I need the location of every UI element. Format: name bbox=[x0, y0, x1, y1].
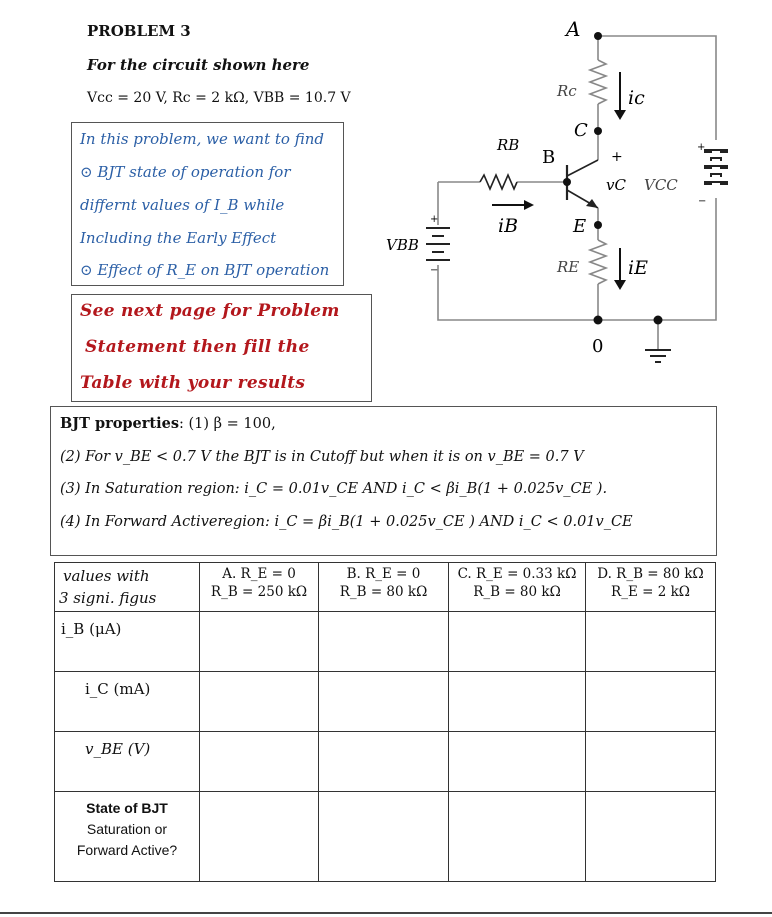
column-header-a bbox=[200, 563, 319, 612]
column-header-line: R_B = 250 kΩ bbox=[210, 584, 308, 600]
column-header-d bbox=[586, 563, 716, 612]
answer-cell[interactable] bbox=[200, 612, 319, 672]
answer-cell[interactable] bbox=[449, 672, 586, 732]
row-label-ic: i_C (mA) bbox=[55, 672, 200, 732]
answer-cell[interactable] bbox=[319, 672, 449, 732]
corner-line: values with bbox=[63, 567, 150, 585]
properties-line-1: : (1) β = 100, bbox=[179, 416, 276, 432]
answer-cell[interactable] bbox=[449, 732, 586, 792]
vbb-minus-sign: − bbox=[430, 265, 439, 276]
state-line: State of BJT bbox=[86, 800, 168, 816]
vc-label: vC bbox=[606, 176, 626, 194]
table-row bbox=[55, 672, 716, 732]
problem-title: PROBLEM 3 bbox=[87, 22, 191, 40]
vbb-plus-sign: + bbox=[430, 214, 439, 225]
rb-label: RB bbox=[497, 136, 520, 154]
state-line: Forward Active? bbox=[76, 842, 178, 858]
column-header-line: D. R_B = 80 kΩ bbox=[597, 566, 704, 582]
intro-line: Including the Early Effect bbox=[80, 229, 277, 247]
intro-box bbox=[71, 122, 344, 286]
column-header-line: R_B = 80 kΩ bbox=[339, 584, 428, 600]
answer-cell[interactable] bbox=[200, 732, 319, 792]
properties-line-4: (4) In Forward Activeregion: i_C = βi_B(1 + 0.025v_CE ) AND i_C < 0.01v_CE bbox=[60, 514, 633, 530]
answer-cell[interactable] bbox=[586, 672, 716, 732]
ie-label: iE bbox=[628, 257, 648, 279]
column-header-line: C. R_E = 0.33 kΩ bbox=[457, 566, 577, 582]
answer-cell[interactable] bbox=[319, 792, 449, 882]
properties-line-2: (2) For v_BE < 0.7 V the BJT is in Cutoff but when it is on v_BE = 0.7 V bbox=[60, 449, 584, 465]
node-a-label: A bbox=[566, 17, 581, 41]
circuit-diagram bbox=[370, 10, 760, 390]
page-bottom-divider bbox=[0, 912, 772, 914]
node-c-label: C bbox=[574, 120, 588, 141]
answer-cell[interactable] bbox=[586, 732, 716, 792]
vcc-minus-sign: − bbox=[698, 196, 707, 207]
row-label-ib: i_B (μA) bbox=[55, 612, 200, 672]
properties-line-3: (3) In Saturation region: i_C = 0.01v_CE AND i_C < βi_B(1 + 0.025v_CE ). bbox=[60, 481, 608, 497]
intro-line: ⊙ Effect of R_E on BJT operation bbox=[80, 261, 330, 279]
answer-cell[interactable] bbox=[449, 612, 586, 672]
problem-subtitle: For the circuit shown here bbox=[87, 56, 310, 74]
answer-cell[interactable] bbox=[449, 792, 586, 882]
vc-plus-sign: + bbox=[611, 149, 623, 165]
answer-cell[interactable] bbox=[319, 732, 449, 792]
row-label-state bbox=[55, 792, 200, 882]
note-box bbox=[71, 294, 372, 402]
bjt-properties-box bbox=[50, 406, 717, 556]
results-table bbox=[54, 562, 716, 882]
intro-line: differnt values of I_B while bbox=[80, 196, 285, 214]
table-row bbox=[55, 792, 716, 882]
circuit-parameters: Vcc = 20 V, Rc = 2 kΩ, VBB = 10.7 V bbox=[87, 90, 351, 106]
ib-label: iB bbox=[498, 215, 519, 237]
column-header-c bbox=[449, 563, 586, 612]
answer-cell[interactable] bbox=[586, 792, 716, 882]
answer-cell[interactable] bbox=[200, 672, 319, 732]
column-header-line: B. R_E = 0 bbox=[346, 566, 421, 582]
rc-label: Rc bbox=[557, 82, 577, 100]
re-label: RE bbox=[557, 258, 580, 276]
table-row bbox=[55, 612, 716, 672]
note-line: See next page for Problem bbox=[80, 301, 340, 321]
answer-cell[interactable] bbox=[586, 612, 716, 672]
row-label-vbe: v_BE (V) bbox=[55, 732, 200, 792]
node-b-label: B bbox=[542, 147, 556, 168]
answer-cell[interactable] bbox=[200, 792, 319, 882]
corner-line: 3 signi. figus bbox=[59, 589, 157, 607]
table-corner-cell bbox=[55, 563, 200, 612]
column-header-line: R_B = 80 kΩ bbox=[473, 584, 561, 600]
vbb-label: VBB bbox=[386, 236, 419, 254]
state-line: Saturation or bbox=[86, 821, 168, 837]
note-line: Statement then fill the bbox=[85, 337, 310, 357]
answer-cell[interactable] bbox=[319, 612, 449, 672]
properties-label: BJT properties bbox=[60, 415, 180, 432]
intro-line: ⊙ BJT state of operation for bbox=[80, 163, 291, 181]
column-header-line: R_E = 2 kΩ bbox=[611, 584, 690, 600]
column-header-line: A. R_E = 0 bbox=[222, 566, 296, 582]
node-0-label: 0 bbox=[592, 336, 604, 357]
intro-line: In this problem, we want to find bbox=[80, 130, 324, 148]
note-line: Table with your results bbox=[80, 373, 306, 393]
ic-label: ic bbox=[628, 87, 645, 109]
table-row bbox=[55, 732, 716, 792]
vcc-plus-sign: + bbox=[697, 142, 706, 153]
column-header-b bbox=[319, 563, 449, 612]
vcc-label: VCC bbox=[644, 176, 678, 194]
node-e-label: E bbox=[573, 216, 587, 237]
